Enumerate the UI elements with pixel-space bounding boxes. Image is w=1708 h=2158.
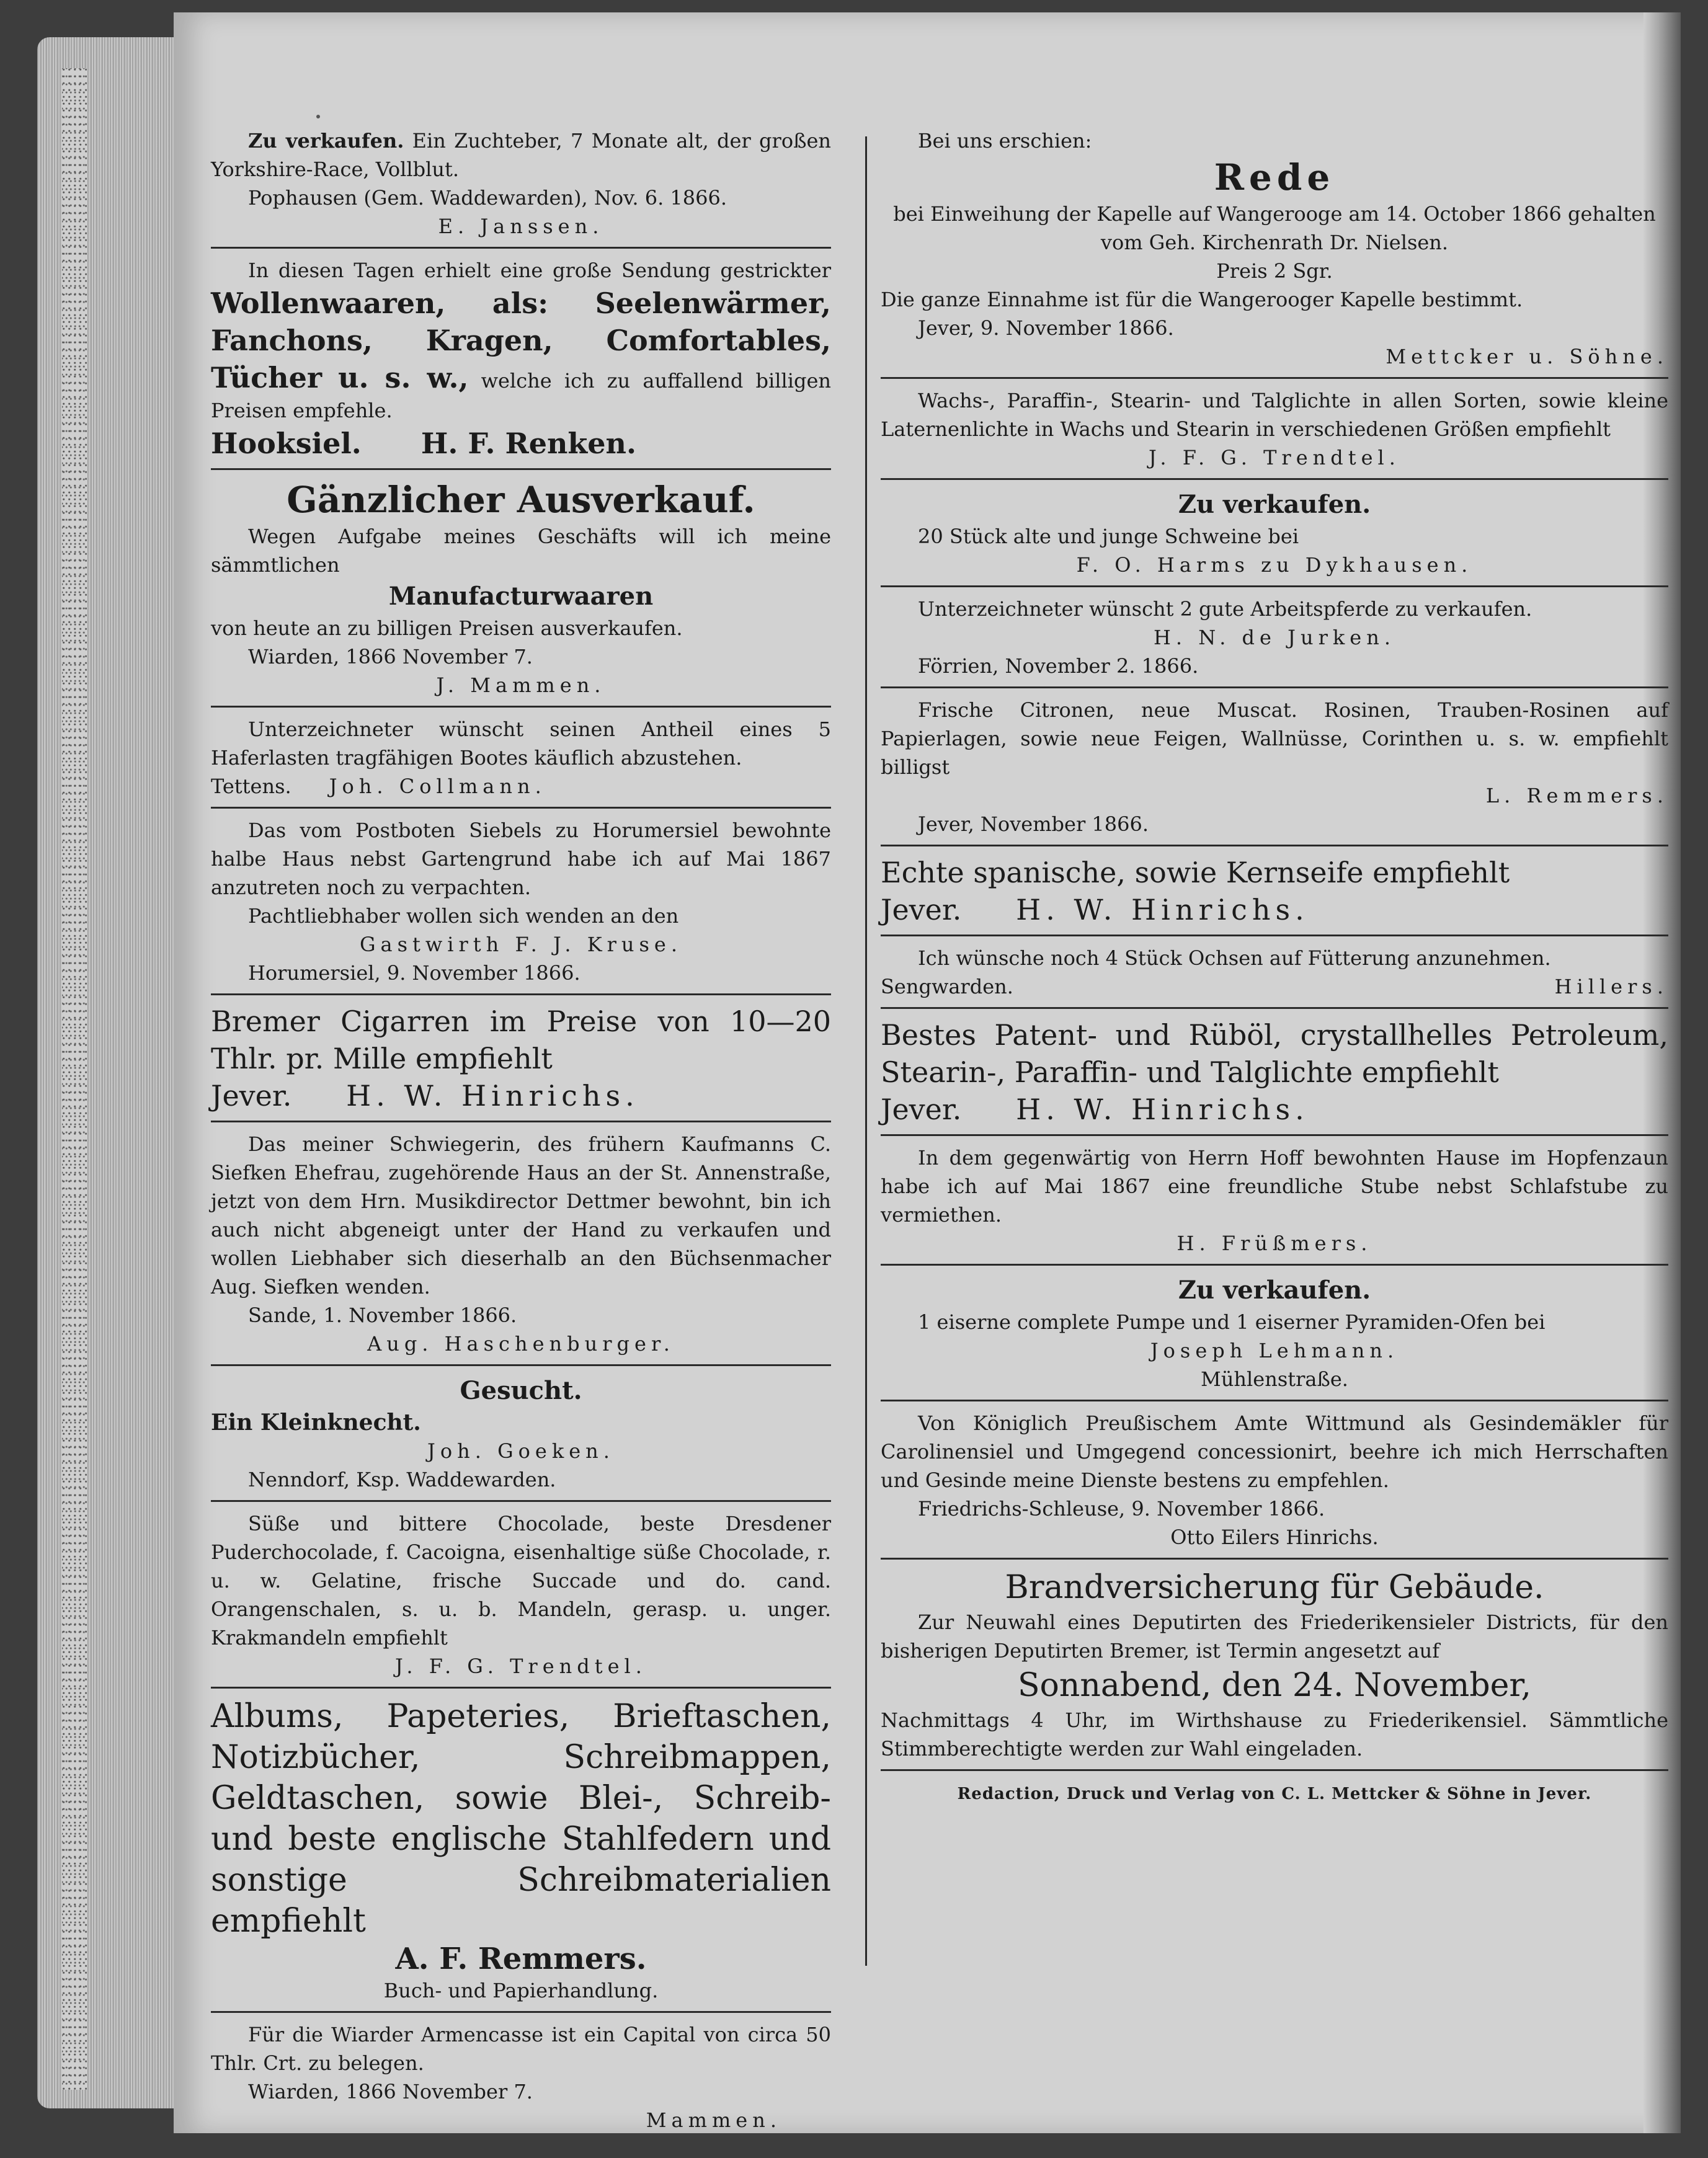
ad-kernseife bbox=[881, 851, 1668, 936]
ad-body-2: von heute an zu billigen Preisen ausverkaufen. bbox=[211, 616, 683, 640]
ad-gesucht bbox=[211, 1371, 831, 1502]
ad-body: Von Königlich Preußischem Amte Wittmund als Gesindemäkler für Carolinensiel und Umgegend concessionirt, beehre ich mich Herrschaften und Gesinde meine Dienste bestens zu empfehlen. bbox=[881, 1411, 1668, 1492]
ad-place: Jever. bbox=[881, 1093, 962, 1126]
ad-place: Nenndorf, Ksp. Waddewarden. bbox=[248, 1468, 556, 1491]
ad-citronen bbox=[881, 693, 1668, 846]
ad-title: Brandversicherung für Gebäude. bbox=[1005, 1569, 1544, 1606]
ad-schweine bbox=[881, 485, 1668, 587]
ad-body: Frische Citronen, neue Muscat. Rosinen, Trauben-Rosinen auf Papierlagen, sowie neue Feigen, Wallnüsse, Corinthen u. s. w. empfiehlt billigst bbox=[881, 698, 1668, 779]
ad-zuchteber bbox=[211, 124, 831, 249]
ad-place: Sande, 1. November 1866. bbox=[248, 1303, 517, 1327]
ad-place: Wiarden, 1866 November 7. bbox=[248, 2080, 533, 2103]
ad-armencasse bbox=[211, 2018, 831, 2141]
ad-body: In dem gegenwärtig von Herrn Hoff bewohnten Hause im Hopfenzaun habe ich auf Mai 1867 eine freundliche Stube nebst Schlafstube zu vermiethen. bbox=[881, 1146, 1668, 1227]
ad-brandversicherung bbox=[881, 1565, 1668, 1771]
ad-place: Jever. bbox=[211, 1079, 292, 1112]
ad-subline: Mühlenstraße. bbox=[1201, 1367, 1348, 1391]
ad-signature: Gastwirth F. J. Kruse. bbox=[359, 933, 683, 956]
ad-signature: Hillers. bbox=[1554, 975, 1668, 998]
ad-signature: Mettcker u. Söhne. bbox=[1386, 345, 1668, 368]
ad-body: Albums, Papeteries, Brieftaschen, Notizbücher, Schreibmappen, Geldtaschen, sowie Blei-, Schreib- und beste englische Stahlfedern und sonstige Schreibmaterialien empfiehlt bbox=[211, 1698, 831, 1940]
ad-goods: Wollenwaaren, als: Seelenwärmer, Fanchons, Kragen, Comfortables, Tücher u. s. w., bbox=[211, 286, 831, 394]
ad-place: Jever, 9. November 1866. bbox=[918, 316, 1174, 340]
ad-place: Pophausen (Gem. Waddewarden), Nov. 6. 1866. bbox=[248, 186, 727, 210]
ad-gesindemaekler bbox=[881, 1406, 1668, 1560]
ad-signature: J. F. G. Trendtel. bbox=[1149, 446, 1400, 469]
ad-signature: H. W. Hinrichs. bbox=[346, 1079, 639, 1112]
ad-title: Rede bbox=[1214, 156, 1335, 198]
ad-signature: Aug. Haschenburger. bbox=[367, 1332, 675, 1356]
ad-title: Zu verkaufen. bbox=[248, 129, 404, 153]
right-column bbox=[881, 124, 1668, 1808]
ad-place: Hooksiel. bbox=[211, 427, 362, 460]
ad-body: Echte spanische, sowie Kernseife empfiehlt bbox=[881, 856, 1510, 889]
ad-signature: E. Janssen. bbox=[438, 215, 604, 238]
ad-body: Unterzeichneter wünscht seinen Antheil eines 5 Haferlasten tragfähigen Bootes käuflich abzustehen. bbox=[211, 717, 831, 770]
ad-ausverkauf bbox=[211, 475, 831, 708]
ad-body: bei Einweihung der Kapelle auf Wangerooge am 14. October 1866 gehalten vom Geh. Kirchenrath Dr. Nielsen. bbox=[893, 202, 1656, 254]
ad-chocolade bbox=[211, 1507, 831, 1689]
ad-papeterie bbox=[211, 1694, 831, 2013]
ad-place: Tettens. bbox=[211, 775, 291, 798]
ad-haus-sande bbox=[211, 1127, 831, 1366]
ad-body: Süße und bittere Chocolade, beste Dresdener Puderchocolade, f. Cacoigna, eisenhaltige süße Chocolade, r. u. w. Gelatine, frische Succade und do. cand. Orangenschalen, s. u. b. Mandeln, gerasp. u. unger. Krakmandeln empfiehlt bbox=[211, 1512, 831, 1650]
ad-signature: Mammen. bbox=[646, 2108, 781, 2132]
page-fore-edge bbox=[62, 68, 87, 2090]
ad-cigarren bbox=[211, 1000, 831, 1122]
ad-subline: Buch- und Papierhandlung. bbox=[383, 1979, 659, 2002]
ad-body: Wachs-, Paraffin-, Stearin- und Talglichte in allen Sorten, sowie kleine Laternenlichte in Wachs und Stearin in verschiedenen Größen empfiehlt bbox=[881, 389, 1668, 441]
ad-signature: Otto Eilers Hinrichs. bbox=[1170, 1525, 1379, 1549]
ad-body: Wegen Aufgabe meines Geschäfts will ich meine sämmtlichen bbox=[211, 525, 831, 577]
ad-place: Jever. bbox=[881, 893, 962, 926]
ad-signature: A. F. Remmers. bbox=[395, 1942, 647, 1976]
ad-body: In diesen Tagen erhielt eine große Sendung gestrickter bbox=[248, 259, 831, 282]
ad-arbeitspferde bbox=[881, 592, 1668, 688]
ad-title: Zu verkaufen. bbox=[1178, 490, 1371, 519]
ad-body: Bremer Cigarren im Preise von 10—20 Thlr. pr. Mille empfiehlt bbox=[211, 1005, 831, 1075]
ad-place: Jever, November 1866. bbox=[918, 812, 1149, 836]
ad-body: Ich wünsche noch 4 Stück Ochsen auf Fütterung anzunehmen. bbox=[918, 946, 1551, 970]
ad-pumpe bbox=[881, 1271, 1668, 1401]
ad-subtitle: Ein Kleinknecht. bbox=[211, 1410, 421, 1436]
ad-ochsen bbox=[881, 941, 1668, 1009]
ad-signature: H. F. Renken. bbox=[420, 427, 637, 460]
ad-haus-horumersiel bbox=[211, 814, 831, 995]
ad-place: Förrien, November 2. 1866. bbox=[918, 654, 1199, 678]
ad-title: Gänzlicher Ausverkauf. bbox=[287, 479, 755, 521]
ad-signature: F. O. Harms zu Dykhausen. bbox=[1076, 553, 1473, 577]
ad-body: 20 Stück alte und junge Schweine bei bbox=[918, 525, 1299, 548]
ad-body: Zur Neuwahl eines Deputirten des Friederikensieler Districts, für den bisherigen Deputirten Bremer, ist Termin angesetzt auf bbox=[881, 1610, 1668, 1663]
ad-body: Das meiner Schwiegerin, des frühern Kaufmanns C. Siefken Ehefrau, zugehörende Haus an der St. Annenstraße, jetzt von dem Hrn. Musikdirector Dettmer bewohnt, bin ich auch nicht abgeneigt unter der Hand zu verkaufen und wollen Liebhaber sich dieserhalb an den Büchsenmacher Aug. Siefken wenden. bbox=[211, 1132, 831, 1299]
ad-signature: Joh. Goeken. bbox=[427, 1439, 615, 1463]
ad-rede bbox=[881, 124, 1668, 379]
column-rule bbox=[865, 136, 867, 1966]
ad-signature: H. W. Hinrichs. bbox=[1016, 1093, 1309, 1126]
ad-signature: H. N. de Jurken. bbox=[1154, 626, 1395, 649]
ad-intro: Bei uns erschien: bbox=[918, 129, 1092, 153]
book-edge bbox=[37, 37, 174, 2108]
ad-body: Bestes Patent- und Rüböl, crystallhelles Petroleum, Stearin-, Paraffin- und Talglichte empfiehlt bbox=[881, 1018, 1668, 1089]
ad-place: Wiarden, 1866 November 7. bbox=[248, 645, 533, 668]
ad-title: Zu verkaufen. bbox=[1178, 1276, 1371, 1305]
ad-title: Gesucht. bbox=[460, 1376, 582, 1405]
ad-boot bbox=[211, 713, 831, 809]
ad-signature: L. Remmers. bbox=[1485, 784, 1668, 807]
ad-signature: J. Mammen. bbox=[436, 673, 606, 697]
ad-signature: H. Früßmers. bbox=[1176, 1232, 1372, 1255]
ad-body-2: Nachmittags 4 Uhr, im Wirthshause zu Friederikensiel. Sämmtliche Stimmberechtigte werden zur Wahl eingeladen. bbox=[881, 1708, 1668, 1761]
ad-place: Sengwarden. bbox=[881, 975, 1013, 998]
ad-signature: H. W. Hinrichs. bbox=[1016, 893, 1309, 926]
ad-wollenwaaren bbox=[211, 254, 831, 470]
ad-body: Unterzeichneter wünscht 2 gute Arbeitspferde zu verkaufen. bbox=[918, 597, 1532, 621]
ad-body: Ein Zuchteber, 7 Monate alt, der großen Yorkshire-Race, Vollblut. bbox=[211, 129, 832, 181]
ad-body: Das vom Postboten Siebels zu Horumersiel bewohnte halbe Haus nebst Gartengrund habe ich auf Mai 1867 anzutreten noch zu verpachten. bbox=[211, 819, 831, 899]
ad-stube bbox=[881, 1141, 1668, 1266]
ad-signature: J. F. G. Trendtel. bbox=[395, 1654, 647, 1678]
ad-place: Friedrichs-Schleuse, 9. November 1866. bbox=[918, 1497, 1325, 1521]
ad-signature: Joh. Collmann. bbox=[329, 775, 546, 798]
left-column bbox=[211, 124, 831, 2146]
ad-lichte bbox=[881, 384, 1668, 480]
ad-date: Sonnabend, den 24. November, bbox=[1017, 1667, 1532, 1704]
ad-body-2: Pachtliebhaber wollen sich wenden an den bbox=[248, 904, 679, 928]
ad-goods: Manufacturwaaren bbox=[388, 582, 654, 611]
imprint: Redaction, Druck und Verlag von C. L. Mettcker & Söhne in Jever. bbox=[957, 1785, 1592, 1803]
page-speck bbox=[316, 115, 320, 118]
ad-body: Für die Wiarder Armencasse ist ein Capital von circa 50 Thlr. Crt. zu belegen. bbox=[211, 2023, 831, 2075]
ad-place: Horumersiel, 9. November 1866. bbox=[248, 961, 580, 985]
ad-signature: Joseph Lehmann. bbox=[1150, 1339, 1399, 1362]
ad-body: 1 eiserne complete Pumpe und 1 eiserner Pyramiden-Ofen bei bbox=[918, 1310, 1546, 1334]
ad-petroleum bbox=[881, 1014, 1668, 1136]
ad-body-end: welche ich zu auffallend billigen Preisen empfehle. bbox=[211, 369, 832, 422]
ad-price: Preis 2 Sgr. bbox=[1216, 259, 1333, 283]
ad-body-2: Die ganze Einnahme ist für die Wangerooger Kapelle bestimmt. bbox=[881, 288, 1523, 311]
